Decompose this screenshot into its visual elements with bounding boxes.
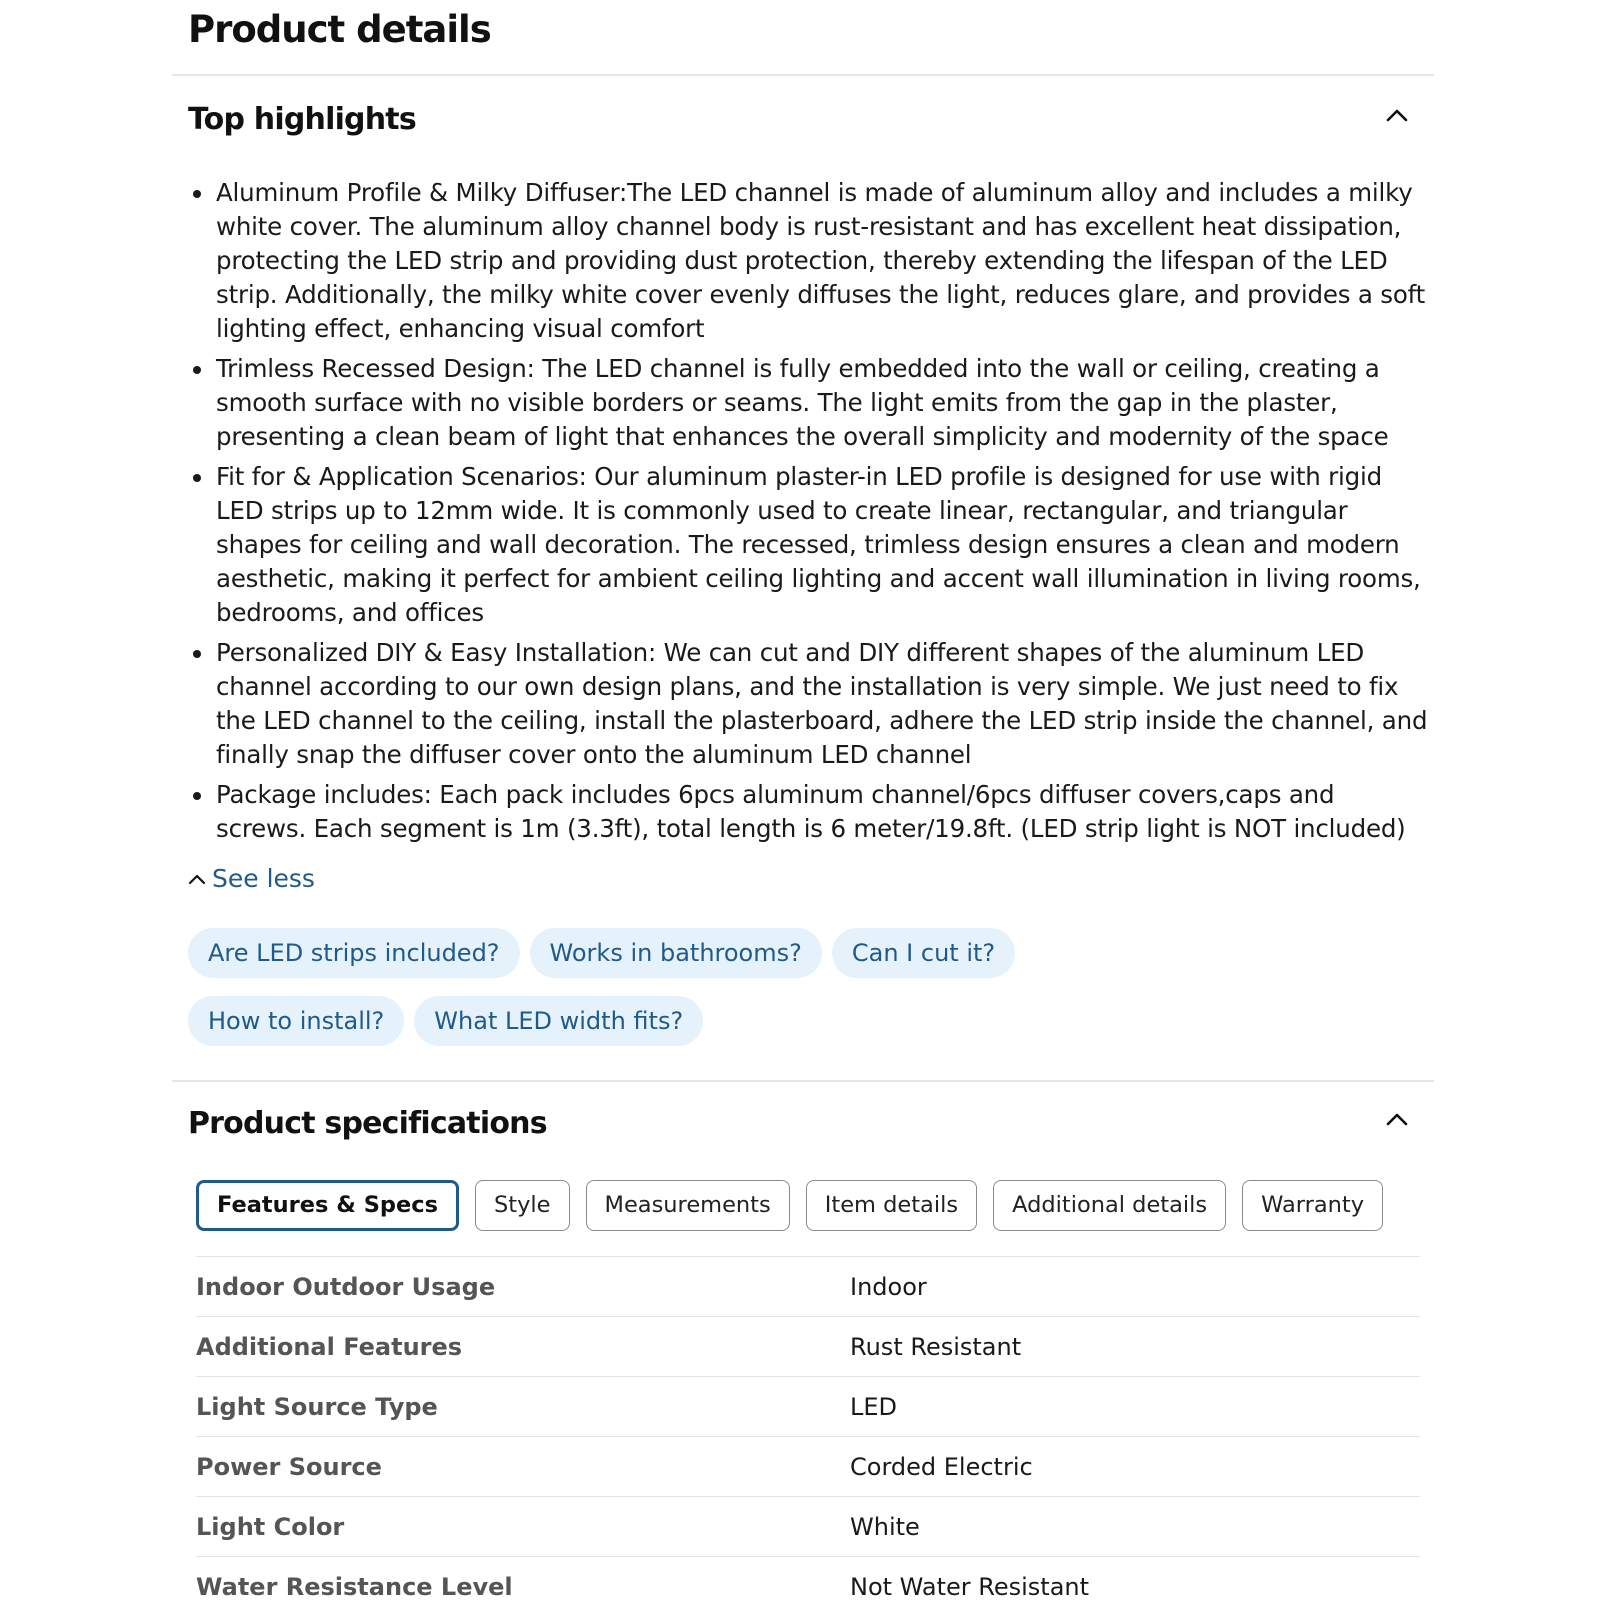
- question-chip[interactable]: What LED width fits?: [414, 996, 703, 1046]
- spec-key: Power Source: [196, 1452, 382, 1481]
- highlight-item: Personalized DIY & Easy Installation: We can cut and DIY different shapes of the aluminum LED channel according to our own design plans, and the installation is very simple. We just need to fix the LED channel to the ceiling, install the plasterboard, adhere the LED strip inside the channel, and finally snap the diffuser cover onto the aluminum LED channel: [188, 636, 1428, 772]
- chevron-up-icon: [1384, 102, 1410, 128]
- tab-warranty[interactable]: Warranty: [1242, 1180, 1383, 1231]
- top-highlights-title: Top highlights: [188, 102, 416, 137]
- spec-value: Indoor: [850, 1272, 927, 1301]
- tab-features-specs[interactable]: Features & Specs: [196, 1180, 459, 1231]
- highlight-item: Trimless Recessed Design: The LED channel is fully embedded into the wall or ceiling, creating a smooth surface with no visible borders or seams. The light emits from the gap in the plaster, presenting a clean beam of light that enhances the overall simplicity and modernity of the space: [188, 352, 1428, 454]
- tab-style[interactable]: Style: [475, 1180, 570, 1231]
- tab-measurements[interactable]: Measurements: [586, 1180, 790, 1231]
- collapse-highlights-button[interactable]: [1384, 102, 1410, 128]
- spec-value: White: [850, 1512, 920, 1541]
- tab-additional-details[interactable]: Additional details: [993, 1180, 1226, 1231]
- spec-key: Additional Features: [196, 1332, 463, 1361]
- highlight-item: Package includes: Each pack includes 6pcs aluminum channel/6pcs diffuser covers,caps and screws. Each segment is 1m (3.3ft), total length is 6 meter/19.8ft. (LED strip light is NOT included): [188, 778, 1428, 846]
- question-chip[interactable]: Are LED strips included?: [188, 928, 520, 978]
- spec-row: [196, 1496, 1420, 1556]
- spec-key: Water Resistance Level: [196, 1572, 513, 1600]
- question-chip[interactable]: Works in bathrooms?: [530, 928, 822, 978]
- page-title: Product details: [188, 8, 491, 51]
- spec-row: [196, 1376, 1420, 1436]
- tab-item-details[interactable]: Item details: [806, 1180, 977, 1231]
- highlight-item: Fit for & Application Scenarios: Our aluminum plaster-in LED profile is designed for use with rigid LED strips up to 12mm wide. It is commonly used to create linear, rectangular, and triangular shapes for ceiling and wall decoration. The recessed, trimless design ensures a clean and modern aesthetic, making it perfect for ambient ceiling lighting and accent wall illumination in living rooms, bedrooms, and offices: [188, 460, 1428, 630]
- spec-value: LED: [850, 1392, 898, 1421]
- chevron-up-icon: [188, 870, 206, 888]
- product-specifications-title: Product specifications: [188, 1106, 547, 1141]
- specs-table: [196, 1256, 1420, 1600]
- spec-row: [196, 1556, 1420, 1600]
- divider: [172, 1080, 1434, 1082]
- spec-key: Light Color: [196, 1512, 345, 1541]
- spec-value: Corded Electric: [850, 1452, 1033, 1481]
- spec-key: Indoor Outdoor Usage: [196, 1272, 496, 1301]
- spec-value: Rust Resistant: [850, 1332, 1022, 1361]
- spec-value: Not Water Resistant: [850, 1572, 1090, 1600]
- highlights-list: [188, 176, 1428, 852]
- highlight-item: Aluminum Profile & Milky Diffuser:The LED channel is made of aluminum alloy and includes a milky white cover. The aluminum alloy channel body is rust-resistant and has excellent heat dissipation, protecting the LED strip and providing dust protection, thereby extending the lifespan of the LED strip. Additionally, the milky white cover evenly diffuses the light, reduces glare, and provides a soft lighting effect, enhancing visual comfort: [188, 176, 1428, 346]
- see-less-label: See less: [212, 864, 315, 893]
- collapse-specifications-button[interactable]: [1384, 1106, 1410, 1132]
- question-chip[interactable]: Can I cut it?: [832, 928, 1015, 978]
- chevron-up-icon: [1384, 1106, 1410, 1132]
- spec-row: [196, 1256, 1420, 1316]
- spec-key: Light Source Type: [196, 1392, 438, 1421]
- suggested-questions: [188, 928, 1088, 1046]
- question-chip[interactable]: How to install?: [188, 996, 404, 1046]
- spec-row: [196, 1316, 1420, 1376]
- see-less-link[interactable]: [188, 864, 315, 893]
- divider: [172, 74, 1434, 76]
- spec-tabs: [196, 1180, 1383, 1231]
- spec-row: [196, 1436, 1420, 1496]
